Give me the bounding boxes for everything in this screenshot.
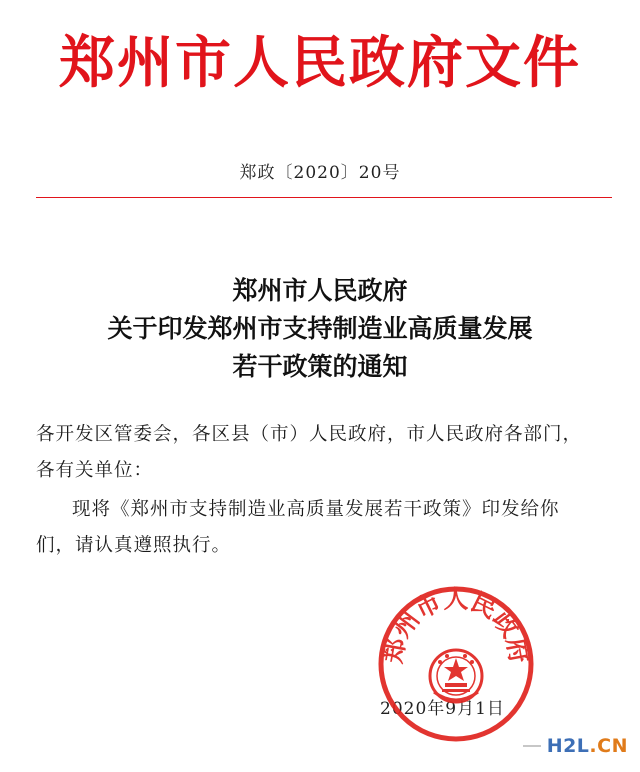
signature-date: 2020年9月1日 <box>380 699 505 719</box>
watermark-dash <box>523 745 541 747</box>
watermark-site: H2L <box>546 735 590 757</box>
instruction-line: 现将《郑州市支持制造业高质量发展若干政策》印发给你 <box>72 499 560 520</box>
recipients-line: 各开发区管委会，各区县（市）人民政府，市人民政府各部门， <box>36 424 583 445</box>
notice-title <box>0 272 640 386</box>
red-divider-line <box>36 197 612 198</box>
recipients-line: 各有关单位： <box>36 460 154 481</box>
national-emblem-icon <box>430 650 482 702</box>
instruction-paragraph <box>36 492 616 564</box>
notice-title-line: 若干政策的通知 <box>232 352 408 381</box>
seal-arc-text: 郑州市人民政府 <box>378 584 534 666</box>
watermark-suffix: .CN <box>589 735 628 757</box>
document-number: 郑政〔2020〕20号 <box>239 163 401 183</box>
official-seal-stamp <box>376 584 536 744</box>
notice-title-line: 郑州市人民政府 <box>232 276 408 305</box>
recipients-paragraph <box>36 417 616 489</box>
site-watermark-logo <box>523 734 628 758</box>
instruction-line: 们，请认真遵照执行。 <box>36 535 232 556</box>
notice-title-line: 关于印发郑州市支持制造业高质量发展 <box>107 314 533 343</box>
document-header-title: 郑州市人民政府文件 <box>59 31 581 96</box>
